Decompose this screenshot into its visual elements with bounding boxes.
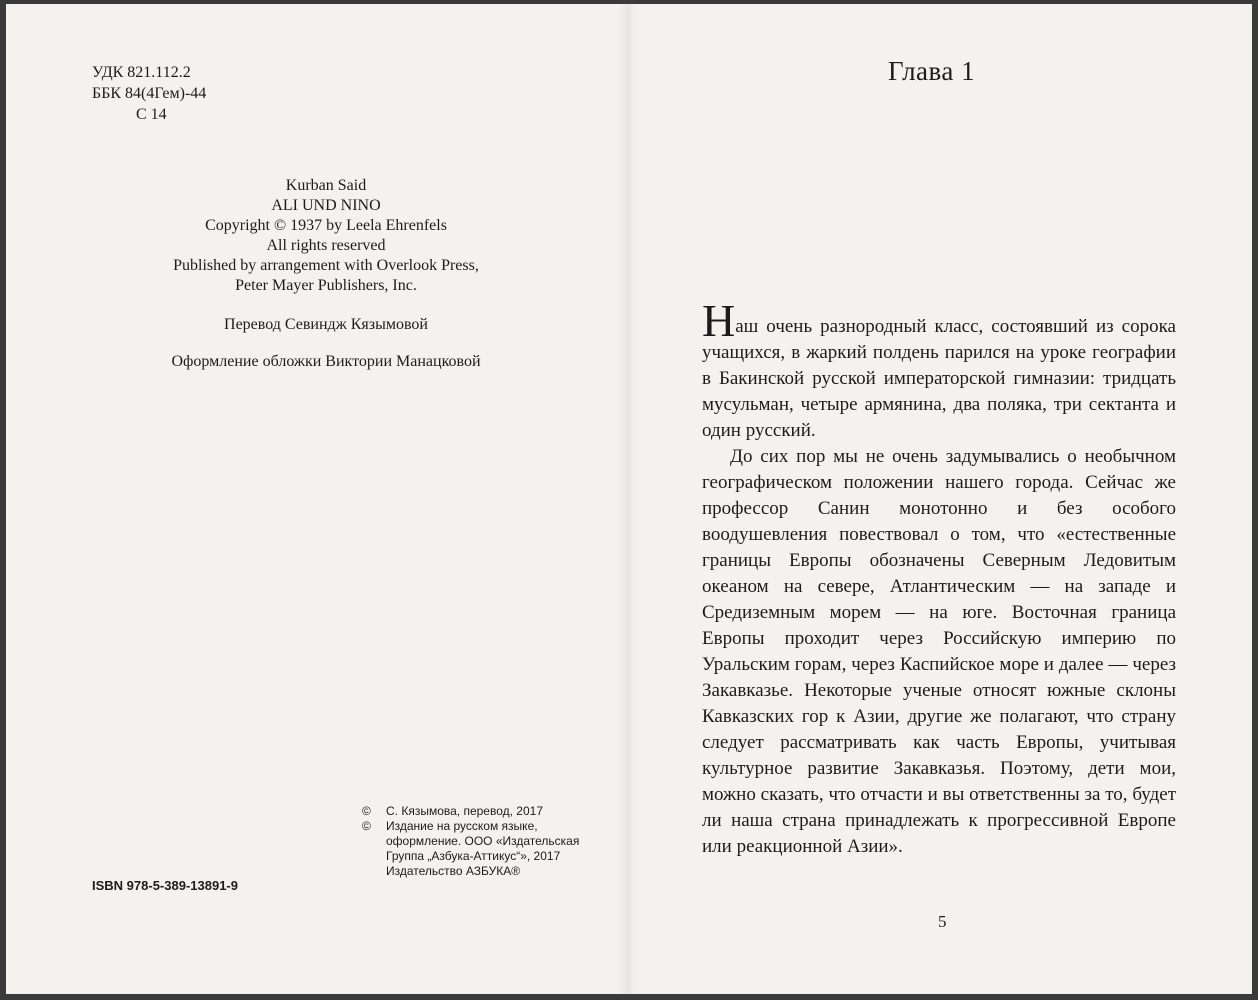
chapter-title: Глава 1	[888, 56, 976, 86]
left-page	[6, 4, 618, 994]
note-text: С. Кязымова, перевод, 2017	[386, 804, 543, 818]
right-page	[642, 4, 1252, 994]
copyright-symbol: ©	[362, 804, 371, 818]
edition-copyright-note	[362, 819, 582, 879]
publisher-line: Peter Mayer Publishers, Inc.	[235, 277, 417, 294]
isbn: ISBN 978-5-389-13891-9	[92, 878, 238, 893]
drop-cap: Н	[702, 295, 736, 346]
translation-copyright-note	[362, 804, 582, 819]
udk-code: УДК 821.112.2	[92, 64, 191, 81]
book-gutter	[618, 4, 642, 994]
author-name: Kurban Said	[285, 177, 367, 194]
bbk-code: ББК 84(4Гем)-44	[92, 85, 207, 102]
note-text: Издание на русском языке, оформление. ООО «Издательская Группа „Азбука-Аттикус“», 2017 Издательство АЗБУКА®	[386, 819, 580, 878]
author-code: С 14	[136, 106, 167, 123]
cover-design-credit: Оформление обложки Виктории Манацковой	[171, 353, 481, 370]
classification-codes	[92, 62, 206, 125]
copyright-block	[126, 176, 526, 296]
copyright-line: Copyright © 1937 by Leela Ehrenfels	[205, 217, 447, 234]
publisher-notes	[362, 804, 582, 879]
book-spread	[6, 4, 1252, 994]
original-title: ALI UND NINO	[271, 197, 381, 214]
rights-line: All rights reserved	[266, 237, 386, 254]
page-number: 5	[938, 912, 947, 931]
paragraph-1	[702, 295, 1176, 444]
chapter-body	[702, 295, 1176, 860]
arrangement-line: Published by arrangement with Overlook Press,	[173, 257, 479, 274]
paragraph-1-text: аш очень разнородный класс, состоявший из сорока учащихся, в жаркий полдень парился на уроке географии в Бакинской русской императорской гимназии: тридцать мусульман, четыре армянина, два поляка, три сектанта и один русский.	[702, 316, 1176, 441]
copyright-symbol: ©	[362, 819, 371, 833]
translator-credit: Перевод Севиндж Кязымовой	[224, 316, 428, 333]
paragraph-2: До сих пор мы не очень задумывались о необычном географическом положении нашего города. Сейчас же профессор Санин монотонно и без особого воодушевления повествовал о том, что «естественные границы Европы обозначены Северным Ледовитым океаном на севере, Атлантическим — на западе и Средиземным морем — на юге. Восточная граница Европы проходит через Российскую империю по Уральским горам, через Каспийское море и далее — через Закавказье. Некоторые ученые относят южные склоны Кавказских гор к Азии, другие же полагают, что страну следует рассматривать как часть Европы, учитывая культурное развитие Закавказья. Поэтому, дети мои, можно сказать, что отчасти и вы ответственны за то, будет ли наша страна принадлежать к прогрессивной Европе или реакционной Азии».	[702, 446, 1176, 857]
